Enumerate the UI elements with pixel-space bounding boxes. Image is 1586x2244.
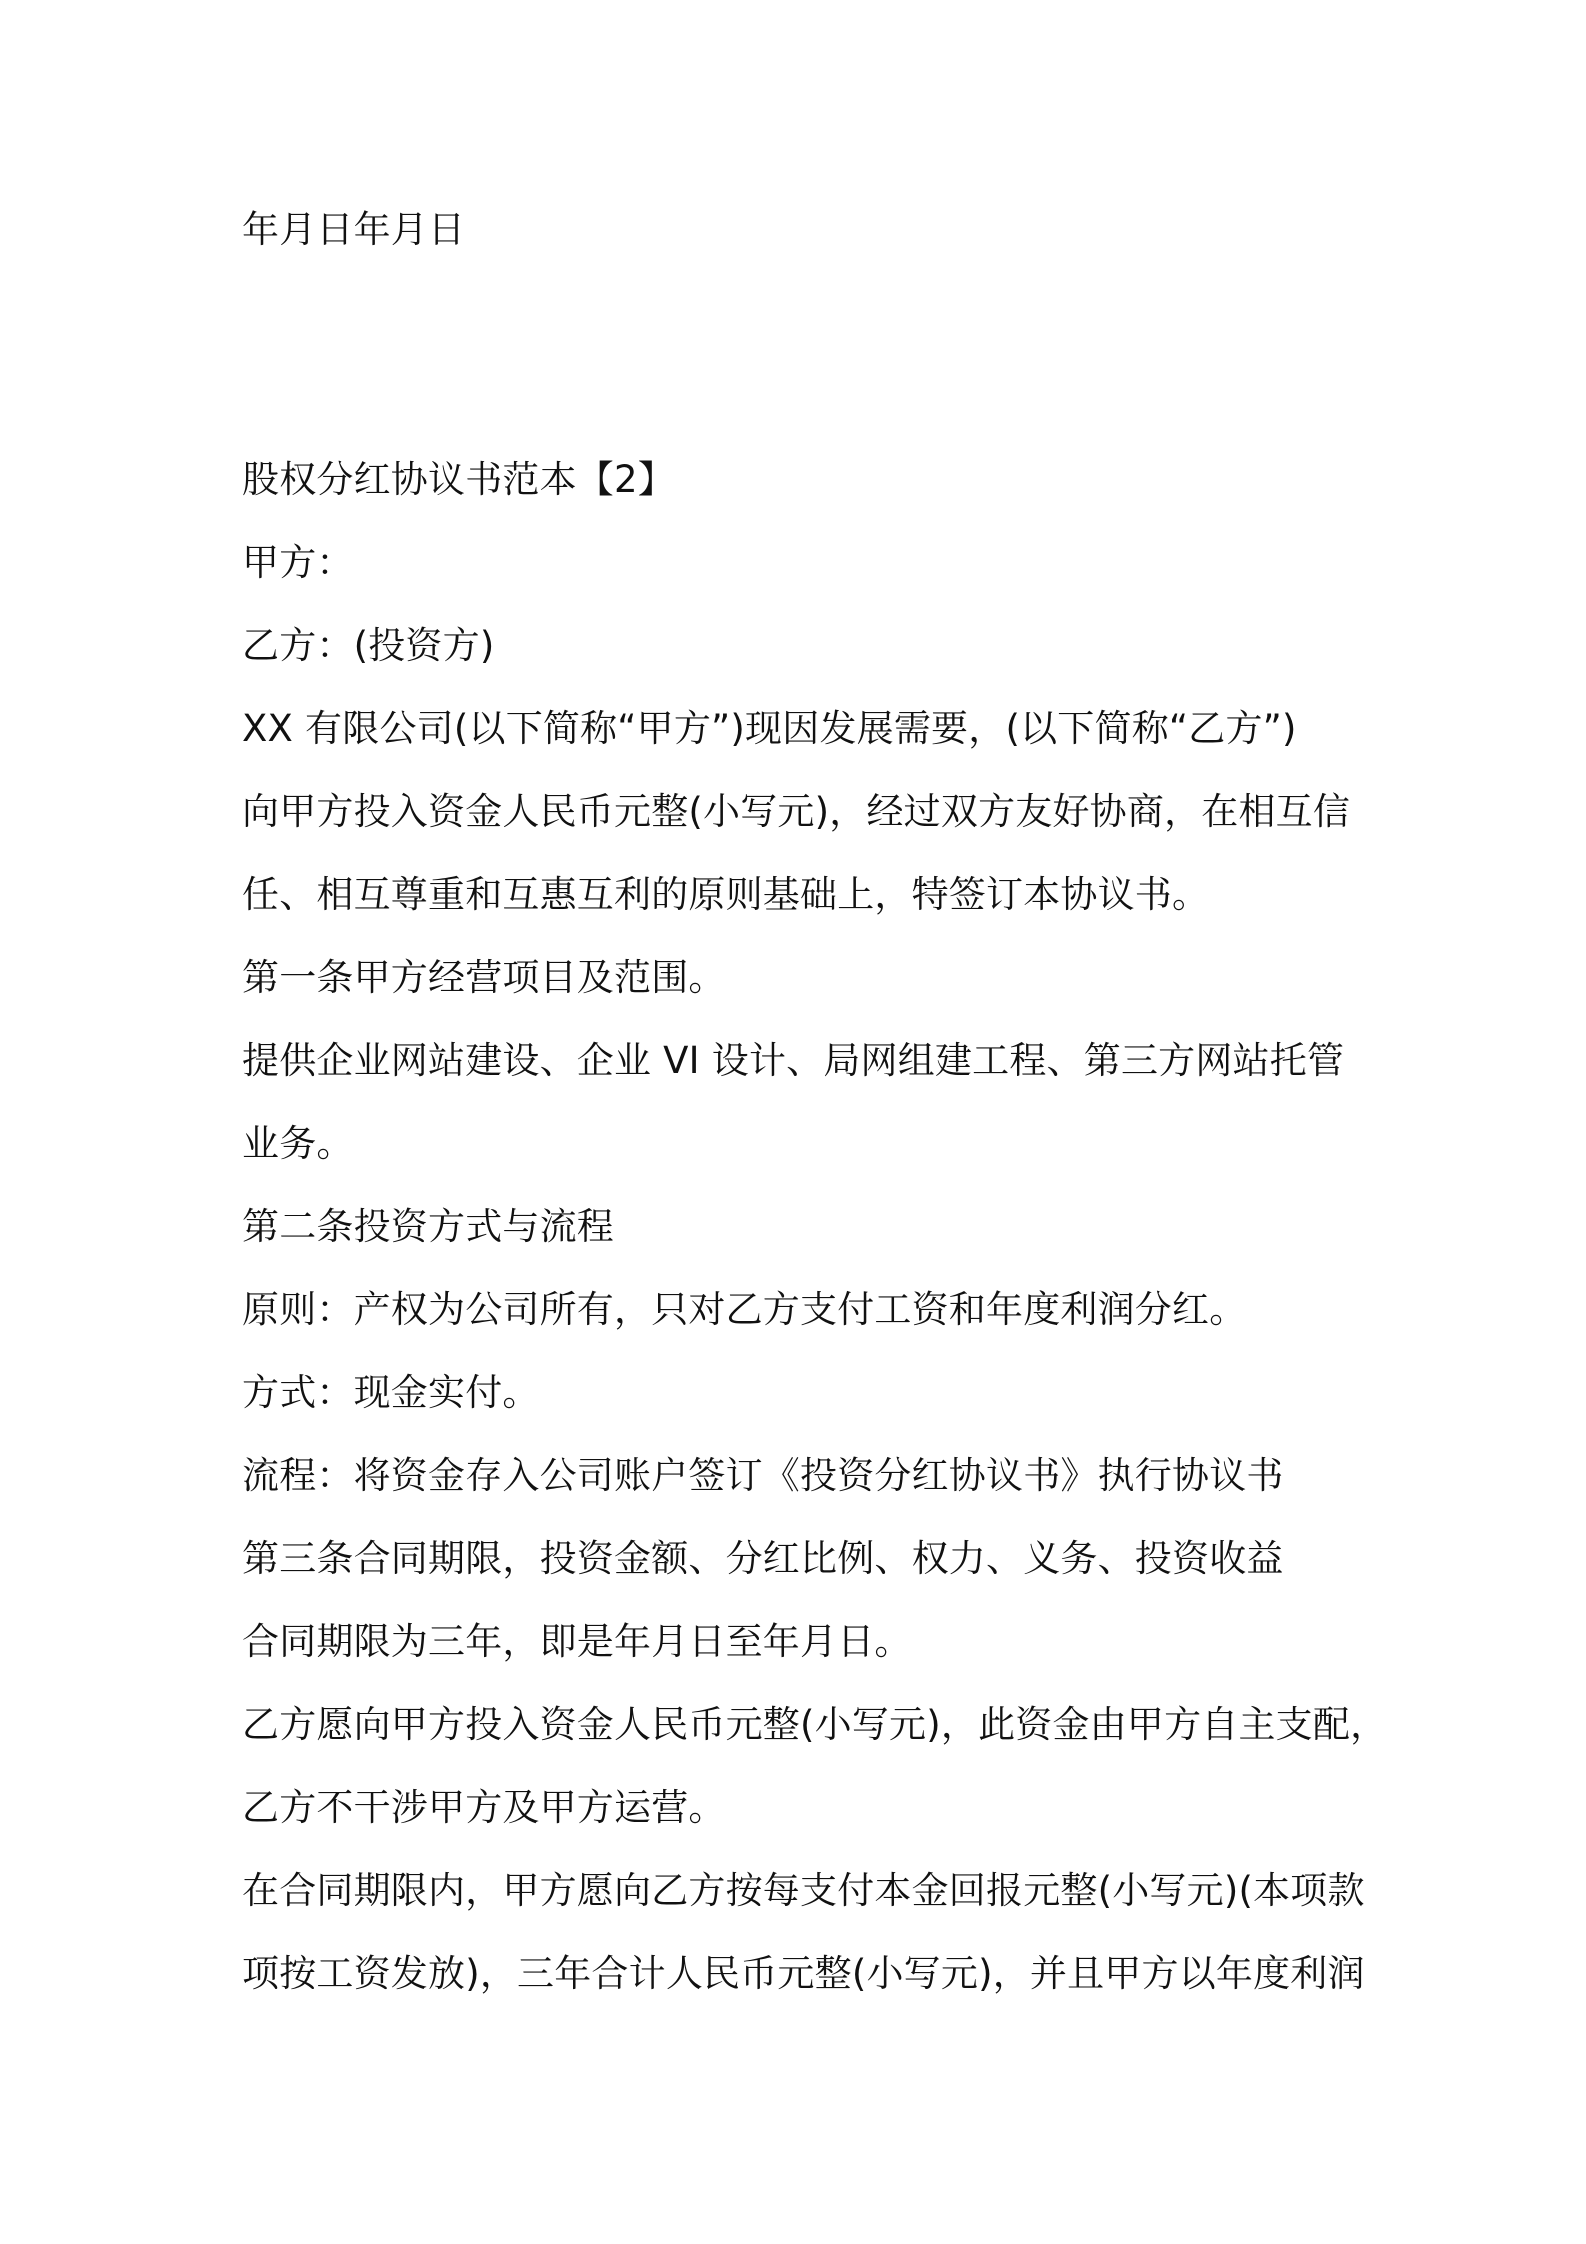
paragraph-line: 在合同期限内，甲方愿向乙方按每支付本金回报元整(小写元)(本项款 <box>242 1869 1365 1912</box>
article-heading: 第二条投资方式与流程 <box>242 1205 614 1248</box>
paragraph-line: 原则：产权为公司所有，只对乙方支付工资和年度利润分红。 <box>242 1288 1247 1331</box>
paragraph-line: 方式：现金实付。 <box>242 1371 540 1414</box>
paragraph-line: 乙方愿向甲方投入资金人民币元整(小写元)，此资金由甲方自主支配， <box>242 1703 1388 1746</box>
date-line: 年月日年月日 <box>242 208 466 251</box>
article-heading: 第三条合同期限，投资金额、分红比例、权力、义务、投资收益 <box>242 1537 1284 1580</box>
paragraph-line: 向甲方投入资金人民币元整(小写元)，经过双方友好协商，在相互信 <box>242 790 1351 833</box>
paragraph-line: XX 有限公司(以下简称“甲方”)现因发展需要，(以下简称“乙方”) <box>242 707 1297 750</box>
party-b-line: 乙方：(投资方) <box>242 624 495 667</box>
paragraph-line: 流程：将资金存入公司账户签订《投资分红协议书》执行协议书 <box>242 1454 1284 1497</box>
paragraph-line: 项按工资发放)，三年合计人民币元整(小写元)，并且甲方以年度利润 <box>242 1952 1365 1995</box>
document-title: 股权分红协议书范本【2】 <box>242 458 675 501</box>
paragraph-line: 业务。 <box>242 1122 354 1165</box>
article-heading: 第一条甲方经营项目及范围。 <box>242 956 726 999</box>
paragraph-line: 合同期限为三年，即是年月日至年月日。 <box>242 1620 912 1663</box>
party-a-line: 甲方： <box>242 541 354 584</box>
paragraph-line: 提供企业网站建设、企业 VI 设计、局网组建工程、第三方网站托管 <box>242 1039 1345 1082</box>
paragraph-line: 乙方不干涉甲方及甲方运营。 <box>242 1786 726 1829</box>
paragraph-line: 任、相互尊重和互惠互利的原则基础上，特签订本协议书。 <box>242 873 1210 916</box>
